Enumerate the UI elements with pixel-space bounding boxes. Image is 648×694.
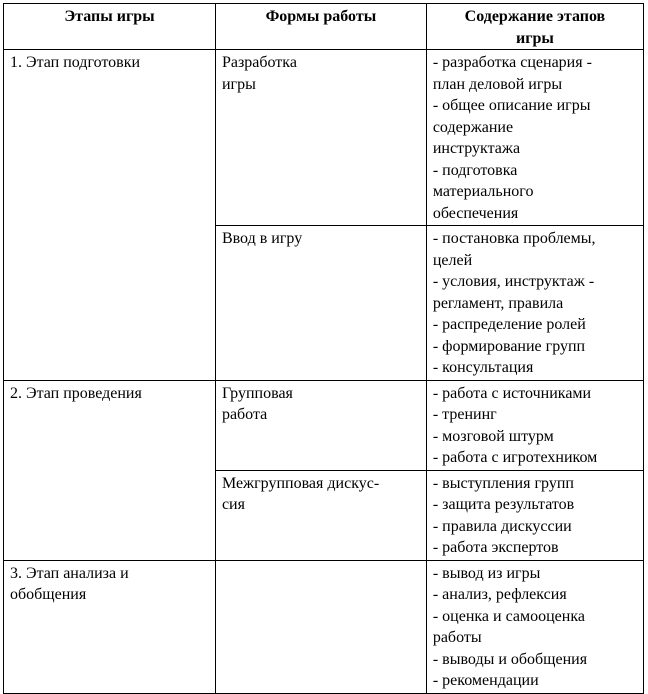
table-row (4, 560, 644, 693)
content-line: - работа с игротехником (432, 449, 598, 466)
game-stages-table (3, 3, 644, 694)
content-line: план деловой игры (432, 75, 563, 93)
content-line: работы (432, 629, 482, 646)
form-cell: Межгрупповая дискус- сия (215, 470, 426, 560)
content-line: инструктажа (432, 140, 521, 157)
content-line: - условия, инструктаж - (432, 273, 595, 290)
content-line: - общее описание игры (432, 97, 591, 114)
stage-cell: 1. Этап подготовки (4, 50, 216, 381)
form-cell (215, 560, 426, 693)
content-line: - мозговой штурм (432, 427, 554, 445)
content-line: - постановка проблемы, (432, 230, 596, 247)
content-line: целей (432, 251, 473, 269)
content-line: - выступления групп (432, 474, 574, 492)
content-line: - выводы и обобщения (432, 650, 588, 668)
header-row (4, 4, 644, 50)
content-line: содержание (432, 118, 514, 136)
content-line: - защита результатов (432, 496, 575, 513)
form-cell: Разработка игры (215, 50, 426, 226)
stage-cell: 3. Этап анализа и обобщения (4, 560, 216, 693)
content-line: - рекомендации (432, 672, 539, 689)
content-line: обеспечения (432, 204, 519, 222)
content-cell (426, 226, 643, 381)
content-line: - тренинг (432, 406, 497, 423)
content-line: - распределение ролей (432, 316, 586, 333)
stage-cell: 2. Этап проведения (4, 380, 216, 560)
table-row (4, 50, 644, 226)
content-line: - работа экспертов (432, 539, 559, 556)
content-line: - разработка сценария - (432, 54, 592, 71)
header-content: Содержание этапов игры (426, 4, 643, 50)
form-cell: Групповая работа (215, 380, 426, 470)
content-line: регламент, правила (432, 294, 564, 312)
content-cell (426, 560, 643, 693)
table-row (4, 380, 644, 470)
content-line: - подготовка (432, 161, 518, 179)
content-line: - формирование групп (432, 337, 586, 355)
header-forms: Формы работы (215, 4, 426, 50)
content-line: - работа с источниками (432, 384, 592, 402)
content-cell (426, 50, 643, 226)
form-cell: Ввод в игру (215, 226, 426, 381)
content-line: - анализ, рефлексия (432, 586, 567, 603)
content-cell (426, 380, 643, 470)
header-stages: Этапы игры (4, 4, 216, 50)
content-line: - правила дискуссии (432, 517, 572, 535)
content-cell (426, 470, 643, 560)
content-line: - консультация (432, 359, 534, 376)
content-line: - вывод из игры (432, 564, 541, 582)
content-line: - оценка и самооценка (432, 607, 585, 625)
content-line: материального (432, 183, 534, 200)
